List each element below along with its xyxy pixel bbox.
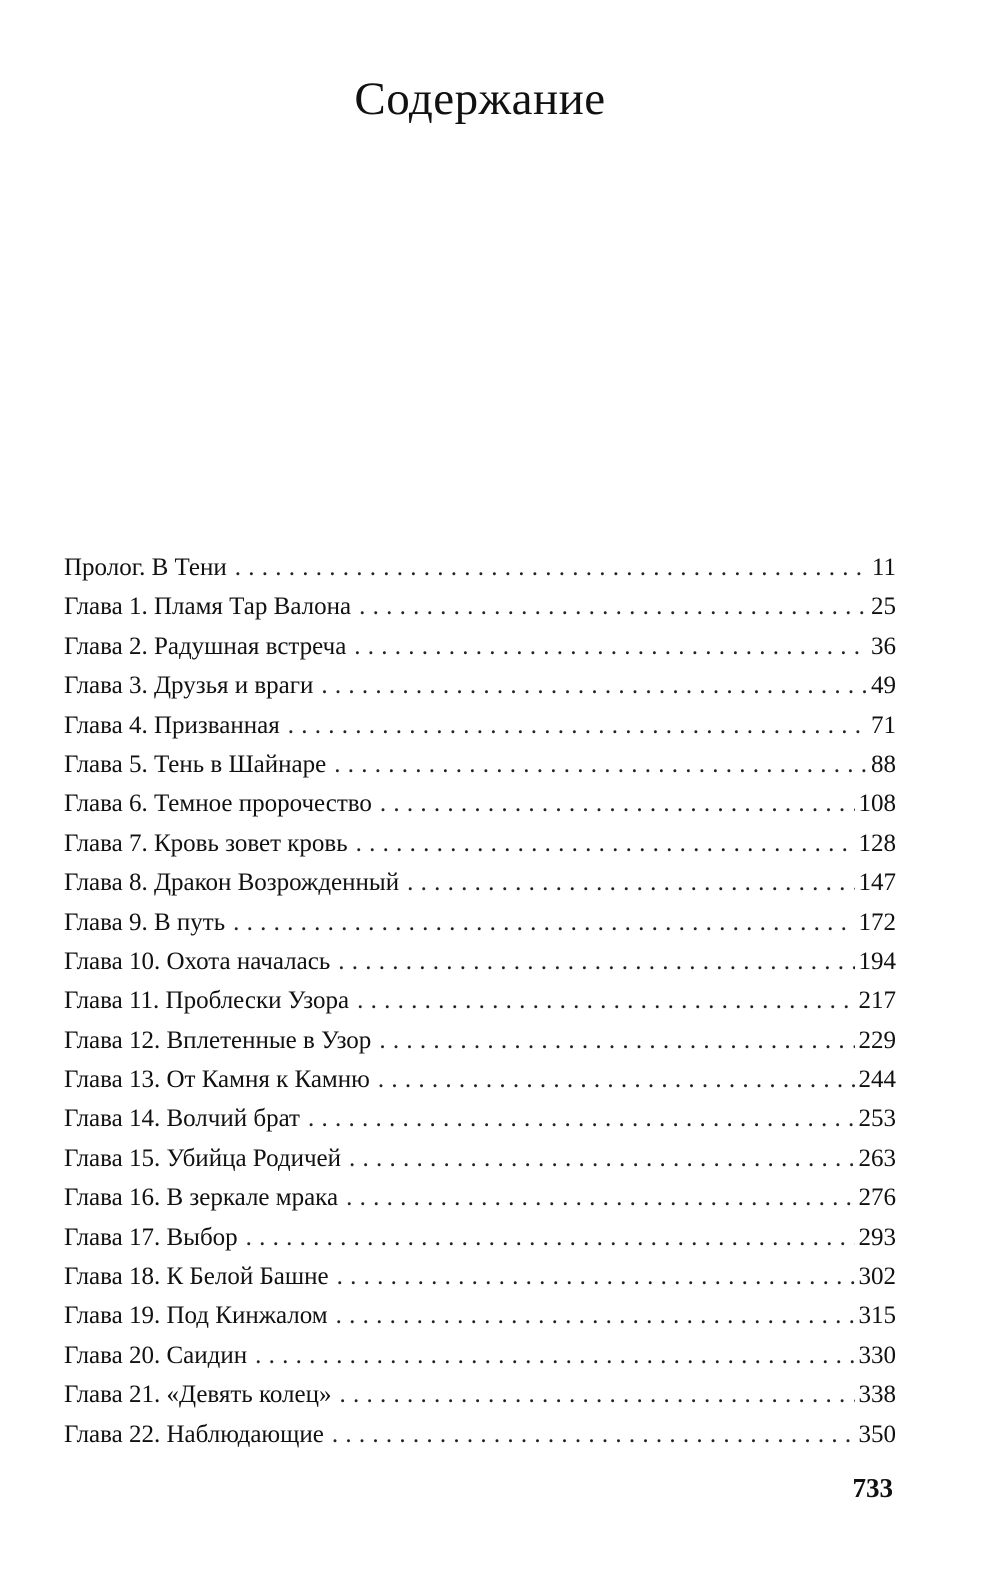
- toc-entry-title: Глава 8. Дракон Возрожденный: [64, 869, 400, 897]
- table-of-contents: [64, 548, 896, 1454]
- toc-dot-leader: [255, 1336, 854, 1375]
- toc-entry-title: Глава 22. Наблюдающие: [64, 1420, 324, 1448]
- toc-entry-title: Глава 12. Вплетенные в Узор: [64, 1026, 372, 1054]
- toc-dot-leader: [334, 745, 867, 784]
- toc-entry-page: 71: [871, 711, 896, 739]
- toc-entry-title: Глава 4. Призванная: [64, 711, 280, 739]
- toc-dot-leader: [321, 666, 867, 705]
- toc-entry: [64, 1296, 896, 1335]
- toc-dot-leader: [357, 981, 854, 1020]
- toc-entry-page: 302: [858, 1263, 896, 1291]
- toc-entry-page: 350: [858, 1420, 896, 1448]
- toc-entry-title: Глава 3. Друзья и враги: [64, 672, 314, 700]
- toc-entry-page: 108: [858, 790, 896, 818]
- toc-entry-title: Глава 10. Охота началась: [64, 947, 331, 975]
- toc-entry-title: Глава 14. Волчий брат: [64, 1105, 300, 1133]
- toc-entry-page: 128: [858, 829, 896, 857]
- toc-entry: [64, 1099, 896, 1138]
- toc-dot-leader: [336, 1296, 855, 1335]
- toc-entry-title: Глава 9. В путь: [64, 908, 226, 936]
- toc-entry-page: 244: [858, 1066, 896, 1094]
- toc-entry: [64, 981, 896, 1020]
- toc-dot-leader: [356, 824, 855, 863]
- toc-entry-title: Глава 18. К Белой Башне: [64, 1263, 329, 1291]
- toc-dot-leader: [235, 548, 868, 587]
- toc-entry-title: Глава 5. Тень в Шайнаре: [64, 750, 327, 778]
- toc-entry-page: 172: [858, 908, 896, 936]
- toc-entry: [64, 587, 896, 626]
- toc-dot-leader: [349, 1139, 854, 1178]
- toc-entry: [64, 824, 896, 863]
- toc-entry: [64, 1218, 896, 1257]
- toc-entry: [64, 1375, 896, 1414]
- toc-entry-title: Глава 11. Проблески Узора: [64, 987, 350, 1015]
- toc-dot-leader: [338, 942, 854, 981]
- toc-entry-page: 36: [871, 632, 896, 660]
- toc-dot-leader: [379, 1021, 854, 1060]
- toc-dot-leader: [246, 1218, 855, 1257]
- toc-entry-page: 330: [858, 1341, 896, 1369]
- toc-entry: [64, 903, 896, 942]
- toc-entry-title: Глава 17. Выбор: [64, 1223, 238, 1251]
- toc-entry-page: 25: [871, 593, 896, 621]
- toc-dot-leader: [407, 863, 854, 902]
- toc-entry-title: Глава 7. Кровь зовет кровь: [64, 829, 348, 857]
- toc-entry: [64, 666, 896, 705]
- toc-entry-title: Глава 6. Темное пророчество: [64, 790, 372, 818]
- toc-dot-leader: [339, 1375, 854, 1414]
- toc-entry: [64, 627, 896, 666]
- toc-entry-page: 263: [858, 1144, 896, 1172]
- toc-entry: [64, 1257, 896, 1296]
- toc-entry-title: Пролог. В Тени: [64, 554, 227, 581]
- toc-dot-leader: [354, 627, 867, 666]
- toc-entry-title: Глава 19. Под Кинжалом: [64, 1302, 328, 1330]
- toc-entry-page: 194: [858, 947, 896, 975]
- toc-entry: [64, 706, 896, 745]
- toc-dot-leader: [308, 1099, 855, 1138]
- toc-entry: [64, 1021, 896, 1060]
- toc-dot-leader: [378, 1060, 855, 1099]
- toc-entry-page: 88: [871, 750, 896, 778]
- toc-entry-page: 315: [858, 1302, 896, 1330]
- toc-entry-page: 147: [858, 869, 896, 897]
- toc-entry-title: Глава 13. От Камня к Камню: [64, 1066, 370, 1094]
- toc-dot-leader: [359, 587, 867, 626]
- page-title: Содержание: [354, 73, 606, 125]
- toc-entry: [64, 1336, 896, 1375]
- toc-dot-leader: [380, 784, 855, 823]
- toc-entry: [64, 548, 896, 587]
- toc-dot-leader: [337, 1257, 855, 1296]
- toc-entry: [64, 1178, 896, 1217]
- toc-entry: [64, 942, 896, 981]
- toc-entry: [64, 863, 896, 902]
- toc-entry: [64, 1139, 896, 1178]
- toc-dot-leader: [288, 706, 867, 745]
- toc-entry-page: 49: [871, 672, 896, 700]
- toc-entry-title: Глава 16. В зеркале мрака: [64, 1184, 339, 1212]
- toc-entry-page: 338: [858, 1381, 896, 1409]
- toc-dot-leader: [346, 1178, 854, 1217]
- toc-entry-page: 217: [858, 987, 896, 1015]
- toc-entry-page: 253: [858, 1105, 896, 1133]
- toc-entry: [64, 1060, 896, 1099]
- toc-entry-title: Глава 2. Радушная встреча: [64, 632, 347, 660]
- toc-entry-page: 293: [858, 1223, 896, 1251]
- toc-entry: [64, 745, 896, 784]
- toc-entry-page: 11: [871, 554, 896, 581]
- toc-entry-page: 276: [858, 1184, 896, 1212]
- toc-entry: [64, 1415, 896, 1454]
- toc-entry-title: Глава 1. Пламя Тар Валона: [64, 593, 352, 621]
- toc-entry-title: Глава 15. Убийца Родичей: [64, 1144, 342, 1172]
- toc-dot-leader: [233, 903, 854, 942]
- toc-entry-title: Глава 21. «Девять колец»: [64, 1381, 332, 1409]
- page-number: 733: [852, 1473, 893, 1503]
- toc-entry: [64, 784, 896, 823]
- toc-entry-title: Глава 20. Саидин: [64, 1341, 248, 1369]
- toc-dot-leader: [332, 1415, 855, 1454]
- toc-entry-page: 229: [858, 1026, 896, 1054]
